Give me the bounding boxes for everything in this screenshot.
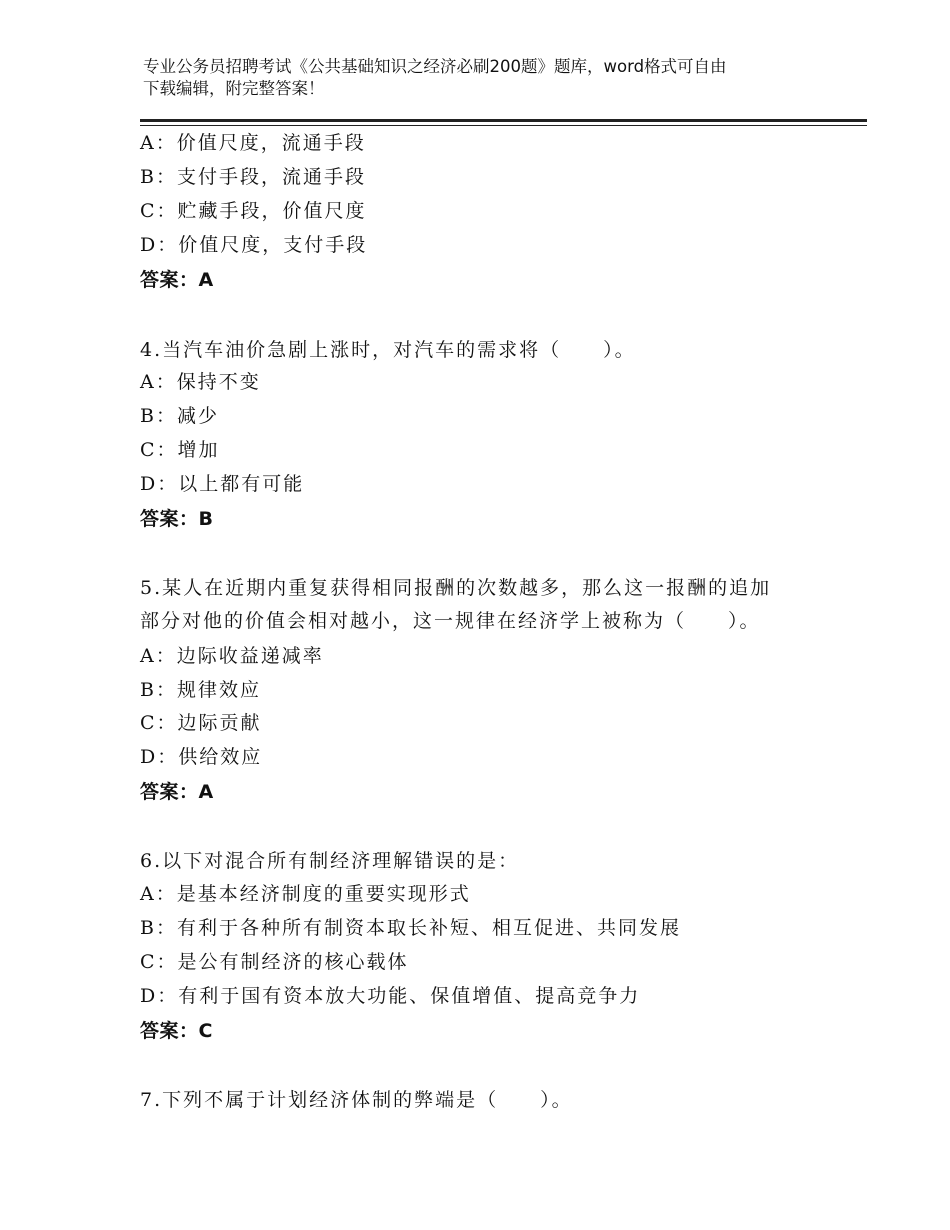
q4-option-c: C：增加 xyxy=(140,439,220,461)
header-line-1: 专业公务员招聘考试《公共基础知识之经济必刷200题》题库，word格式可自由 xyxy=(143,57,727,76)
q3-option-a: A：价值尺度，流通手段 xyxy=(140,132,366,154)
q4-answer: 答案：B xyxy=(140,508,214,530)
q5-option-d: D：供给效应 xyxy=(140,746,263,768)
q6-answer: 答案：C xyxy=(140,1020,213,1042)
q3-option-d: D：价值尺度，支付手段 xyxy=(140,234,368,256)
q4-option-b: B：减少 xyxy=(140,405,219,427)
q3-option-c: C：贮藏手段，价值尺度 xyxy=(140,200,367,222)
q5-stem-line-2: 部分对他的价值会相对越小，这一规律在经济学上被称为（ ）。 xyxy=(140,610,761,632)
q5-option-a: A：边际收益递减率 xyxy=(140,645,324,667)
q3-answer: 答案：A xyxy=(140,269,214,291)
q5-option-c: C：边际贡献 xyxy=(140,712,262,734)
q6-option-b: B：有利于各种所有制资本取长补短、相互促进、共同发展 xyxy=(140,917,681,939)
header-divider-thin xyxy=(140,125,867,126)
header-line-2: 下载编辑，附完整答案！ xyxy=(143,79,325,98)
document-header xyxy=(143,56,823,100)
q5-option-b: B：规律效应 xyxy=(140,679,261,701)
header-divider-thick xyxy=(140,119,867,122)
q6-option-d: D：有利于国有资本放大功能、保值增值、提高竞争力 xyxy=(140,985,641,1007)
q6-option-a: A：是基本经济制度的重要实现形式 xyxy=(140,883,471,905)
q5-answer: 答案：A xyxy=(140,781,214,803)
q4-option-a: A：保持不变 xyxy=(140,371,261,393)
q3-option-b: B：支付手段，流通手段 xyxy=(140,166,366,188)
q6-option-c: C：是公有制经济的核心载体 xyxy=(140,951,409,973)
q4-option-d: D：以上都有可能 xyxy=(140,473,305,495)
q6-stem: 6.以下对混合所有制经济理解错误的是： xyxy=(140,850,520,872)
q7-stem: 7.下列不属于计划经济体制的弊端是（ ）。 xyxy=(140,1089,573,1111)
q5-stem-line-1: 5.某人在近期内重复获得相同报酬的次数越多，那么这一报酬的追加 xyxy=(140,577,772,599)
q4-stem: 4.当汽车油价急剧上涨时，对汽车的需求将（ ）。 xyxy=(140,339,636,361)
